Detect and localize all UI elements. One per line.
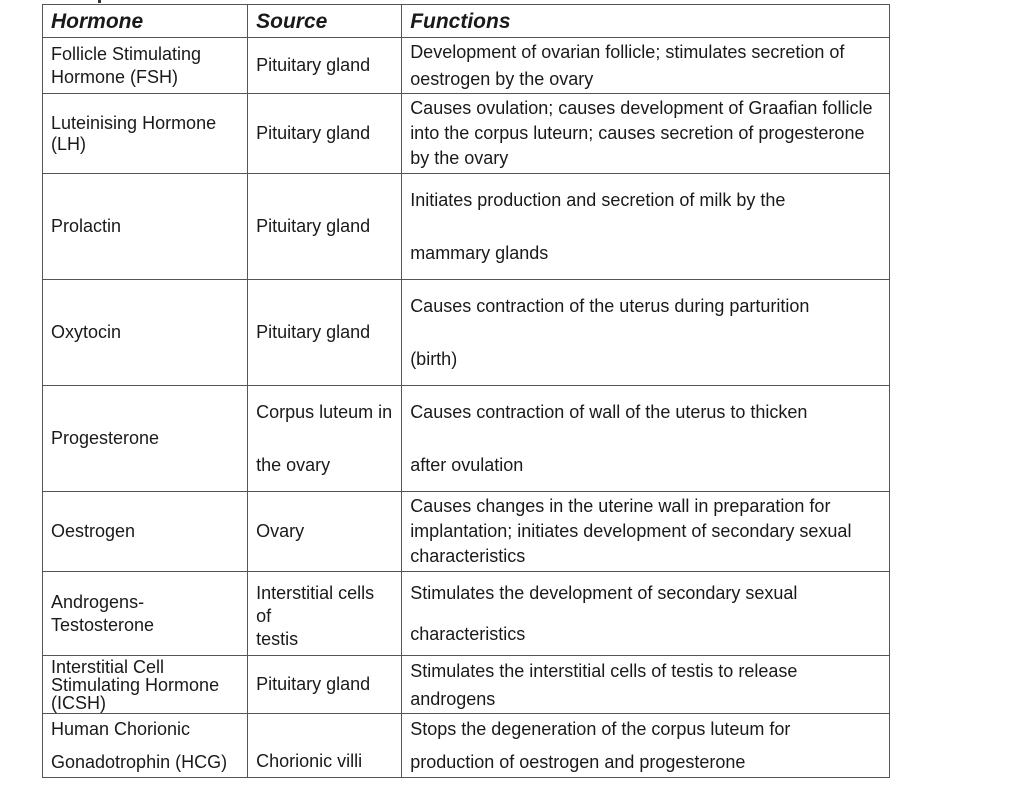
- hormone-cell: Follicle Stimulating Hormone (FSH): [43, 38, 248, 94]
- functions-line: Causes contraction of the uterus during parturition: [410, 295, 810, 316]
- header-functions: Functions: [402, 5, 890, 38]
- header-hormone: Hormone: [43, 5, 248, 38]
- table-row: [43, 386, 890, 492]
- table-row: [43, 280, 890, 386]
- functions-line: Causes contraction of wall of the uterus to thicken: [410, 401, 808, 422]
- functions-cell: [402, 386, 890, 492]
- functions-cell: [402, 572, 890, 656]
- table-header-row: [43, 5, 890, 38]
- source-cell: Pituitary gland: [248, 280, 402, 386]
- functions-line: Initiates production and secretion of milk by the: [410, 189, 786, 210]
- hormone-line: Human Chorionic: [51, 718, 191, 739]
- table-row: [43, 492, 890, 572]
- functions-line: Stops the degeneration of the corpus luteum for: [410, 718, 791, 739]
- source-line: Corpus luteum in: [256, 401, 393, 422]
- functions-line: (birth): [410, 348, 458, 369]
- table-row: [43, 174, 890, 280]
- hormone-cell: Progesterone: [43, 386, 248, 492]
- source-cell: Ovary: [248, 492, 402, 572]
- functions-cell: Development of ovarian follicle; stimulates secretion of oestrogen by the ovary: [402, 38, 890, 94]
- hormone-cell: Oestrogen: [43, 492, 248, 572]
- hormone-line: Gonadotrophin (HCG): [51, 751, 228, 772]
- hormone-table: [42, 4, 890, 778]
- source-cell: Pituitary gland: [248, 174, 402, 280]
- source-line: testis: [256, 628, 299, 649]
- source-cell: Pituitary gland: [248, 38, 402, 94]
- header-source: Source: [248, 5, 402, 38]
- table-row: [43, 714, 890, 778]
- hormone-cell: [43, 714, 248, 778]
- functions-line: Stimulates the development of secondary sexual: [410, 582, 798, 603]
- hormone-cell: Interstitial Cell Stimulating Hormone (ICSH): [43, 656, 248, 714]
- functions-line: production of oestrogen and progesterone: [410, 751, 746, 772]
- functions-line: after ovulation: [410, 454, 524, 475]
- table-row: [43, 572, 890, 656]
- table-row: [43, 656, 890, 714]
- source-line: Interstitial cells of: [256, 582, 375, 626]
- functions-cell: Causes ovulation; causes development of Graafian follicle into the corpus luteurn; causes secretion of progesterone by the ovary: [402, 94, 890, 174]
- functions-line: characteristics: [410, 623, 526, 644]
- source-line: the ovary: [256, 454, 331, 475]
- hormone-cell: Androgens- Testosterone: [43, 572, 248, 656]
- hormone-cell: Prolactin: [43, 174, 248, 280]
- source-cell: [248, 386, 402, 492]
- source-line: Chorionic villi: [256, 751, 363, 771]
- functions-cell: [402, 280, 890, 386]
- source-cell: Pituitary gland: [248, 94, 402, 174]
- table-row: [43, 94, 890, 174]
- page-edge-mark: [98, 0, 101, 3]
- table-row: [43, 38, 890, 94]
- functions-line: mammary glands: [410, 242, 549, 263]
- hormone-cell: Oxytocin: [43, 280, 248, 386]
- functions-cell: [402, 714, 890, 778]
- source-cell: Pituitary gland: [248, 656, 402, 714]
- hormone-cell: Luteinising Hormone (LH): [43, 94, 248, 174]
- functions-cell: Stimulates the interstitial cells of testis to release androgens: [402, 656, 890, 714]
- source-cell: [248, 714, 402, 778]
- functions-cell: [402, 174, 890, 280]
- source-cell: [248, 572, 402, 656]
- functions-cell: Causes changes in the uterine wall in preparation for implantation; initiates development of secondary sexual characteristics: [402, 492, 890, 572]
